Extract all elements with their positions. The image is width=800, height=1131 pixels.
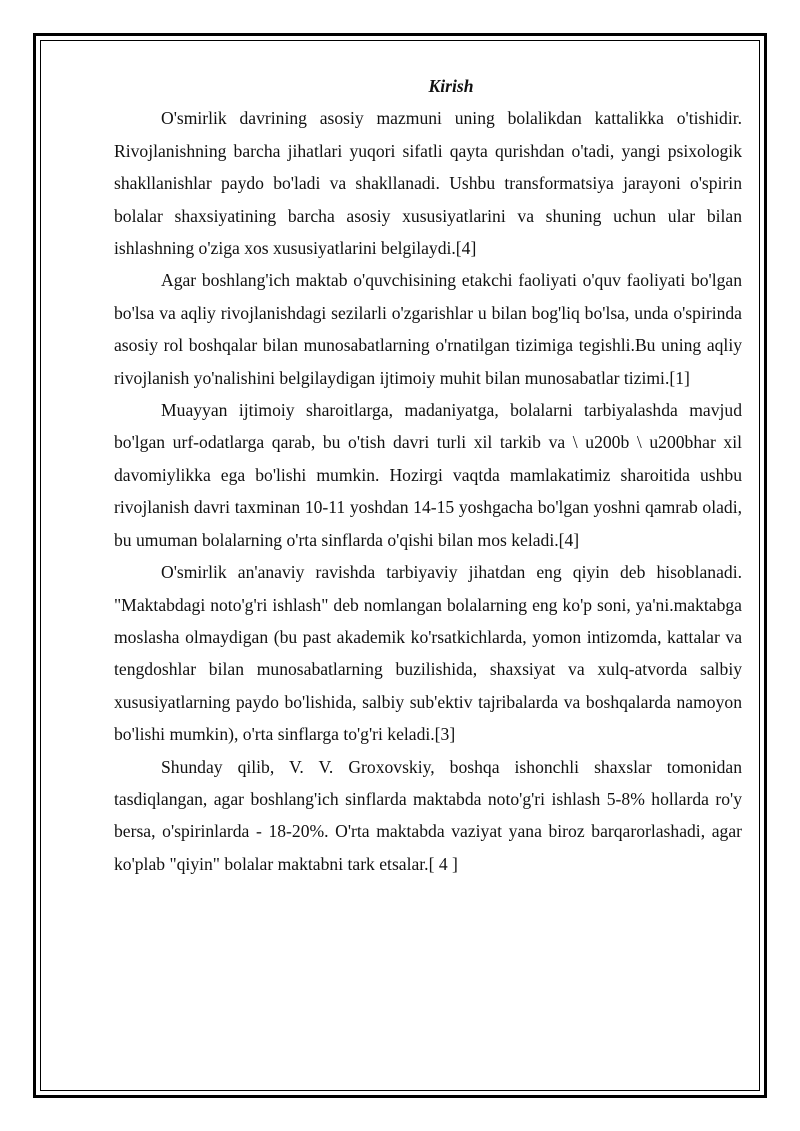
document-title: Kirish — [428, 76, 474, 96]
paragraph-1: O'smirlik davrining asosiy mazmuni uning bolalikdan kattalikka o'tishidir. Rivojlanishning barcha jihatlari yuqori sifatli qayta qurishdan o'tadi, yangi psixologik shakllanishlar paydo bo'ladi va shakllanadi. Ushbu transformatsiya jarayoni o'spirin bolalar shaxsiyatining barcha asosiy xususiyatlarini va shuning uchun ular bilan ishlashning o'ziga xos xususiyatlarini belgilaydi.[4] — [114, 108, 742, 259]
paragraph-3: Muayyan ijtimoiy sharoitlarga, madaniyatga, bolalarni tarbiyalashda mavjud bo'lgan urf-odatlarga qarab, bu o'tish davri turli xil tarkib va \ u200b \ u200bhar xil davomiylikka ega bo'lishi mumkin. Hozirgi vaqtda mamlakatimiz sharoitida ushbu rivojlanish davri taxminan 10-11 yoshdan 14-15 yoshgacha bo'lgan yoshni qamrab oladi, bu umuman bolalarning o'rta sinflarda o'qishi bilan mos keladi.[4] — [114, 400, 742, 550]
document-body — [114, 70, 742, 880]
paragraph-5: Shunday qilib, V. V. Groxovskiy, boshqa ishonchli shaxslar tomonidan tasdiqlangan, agar boshlang'ich sinflarda maktabda noto'g'ri ishlash 5-8% hollarda ro'y bersa, o'spirinlarda - 18-20%. O'rta maktabda vaziyat yana biroz barqarorlashadi, agar ko'plab "qiyin" bolalar maktabni tark etsalar.[ 4 ] — [114, 756, 742, 874]
paragraph-2: Agar boshlang'ich maktab o'quvchisining etakchi faoliyati o'quv faoliyati bo'lgan bo'lsa va aqliy rivojlanishdagi sezilarli o'zgarishlar u bilan bog'liq bo'lsa, unda o'spirinda asosiy rol boshqalar bilan munosabatlarning o'rnatilgan tizimiga tegishli.Bu uning aqliy rivojlanish yo'nalishini belgilaydigan ijtimoiy muhit bilan munosabatlar tizimi.[1] — [114, 270, 742, 388]
paragraph-4: O'smirlik an'anaviy ravishda tarbiyaviy jihatdan eng qiyin deb hisoblanadi. "Maktabdagi noto'g'ri ishlash" deb nomlangan bolalarning eng ko'p soni, ya'ni.maktabga moslasha olmaydigan (bu past akademik ko'rsatkichlarda, yomon intizomda, kattalar va tengdoshlar bilan munosabatlarning buzilishida, shaxsiyat va xulq-atvorda salbiy xususiyatlarning paydo bo'lishida, salbiy sub'ektiv tajribalarda va boshqalarda namoyon bo'lishi mumkin), o'rta sinflarga to'g'ri keladi.[3] — [114, 562, 742, 745]
